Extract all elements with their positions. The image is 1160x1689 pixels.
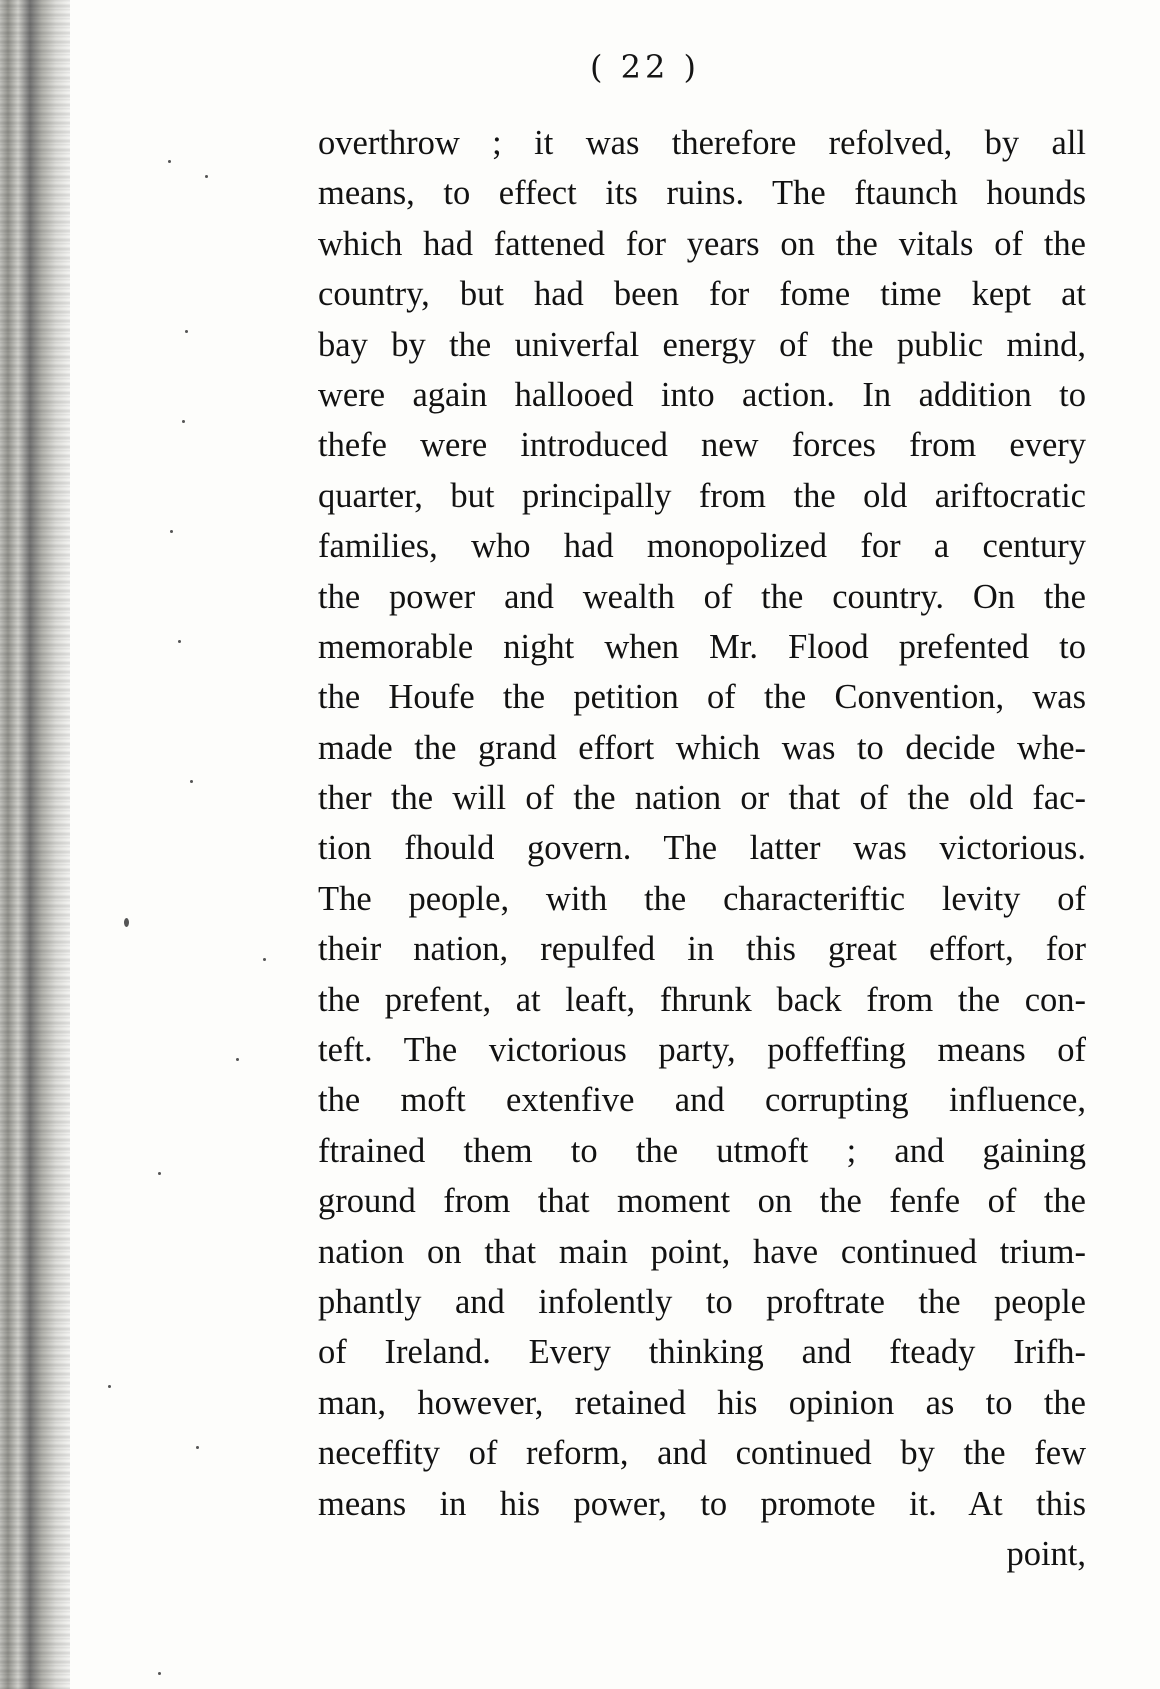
scan-speck: [158, 1672, 161, 1675]
text-line: ftrained them to the utmoft ; and gaining: [318, 1131, 1086, 1170]
text-line: means, to effect its ruins. The ftaunch hounds: [318, 174, 1086, 213]
text-line: The people, with the characteriftic levity of: [318, 879, 1086, 918]
scan-speck: [182, 420, 185, 423]
text-line: teft. The victorious party, poffeffing means of: [318, 1031, 1086, 1070]
binding-gutter-shadow: [0, 0, 70, 1689]
text-line: made the grand effort which was to decide whe-: [318, 728, 1086, 767]
text-line: families, who had monopolized for a century: [318, 527, 1086, 566]
text-line: overthrow ; it was therefore refolved, by all: [318, 124, 1086, 162]
scan-speck: [108, 1385, 111, 1388]
text-line: tion fhould govern. The latter was victorious.: [318, 829, 1086, 868]
text-line: phantly and infolently to proftrate the people: [318, 1282, 1086, 1321]
text-line: neceffity of reform, and continued by the few: [318, 1434, 1086, 1473]
scan-speck: [190, 780, 193, 783]
text-line: their nation, repulfed in this great effort, for: [318, 930, 1086, 969]
text-line: ther the will of the nation or that of the old fac-: [318, 779, 1086, 818]
text-line: of Ireland. Every thinking and fteady Irifh-: [318, 1333, 1086, 1372]
catchword: point,: [1006, 1534, 1086, 1573]
scan-speck: [196, 1446, 199, 1449]
text-line: were again hallooed into action. In addition to: [318, 375, 1086, 414]
scan-speck: [178, 640, 181, 643]
text-line: memorable night when Mr. Flood prefented to: [318, 627, 1086, 666]
text-line: nation on that main point, have continued trium-: [318, 1232, 1086, 1271]
scan-speck: [168, 160, 171, 163]
body-text: [318, 118, 1086, 1579]
text-line: means in his power, to promote it. At this: [318, 1484, 1086, 1523]
scan-speck: [205, 175, 208, 178]
scan-speck: [236, 1058, 239, 1061]
text-line: the moft extenfive and corrupting influence,: [318, 1081, 1086, 1120]
scan-speck: [263, 958, 266, 961]
text-line: which had fattened for years on the vitals of the: [318, 224, 1086, 263]
text-line: the prefent, at leaft, fhrunk back from the con-: [318, 980, 1086, 1019]
text-line: thefe were introduced new forces from every: [318, 426, 1086, 465]
text-line: the power and wealth of the country. On the: [318, 577, 1086, 616]
scan-speck: [158, 1172, 161, 1175]
text-line: quarter, but principally from the old ariftocratic: [318, 476, 1086, 515]
text-line: bay by the univerfal energy of the public mind,: [318, 325, 1086, 364]
scan-speck: [170, 530, 173, 533]
scan-speck: [185, 330, 188, 333]
scan-speck: [124, 918, 129, 927]
text-line: country, but had been for fome time kept at: [318, 275, 1086, 314]
text-line: man, however, retained his opinion as to the: [318, 1383, 1086, 1422]
text-line: the Houfe the petition of the Convention, was: [318, 678, 1086, 717]
page-number: ( 22 ): [589, 48, 701, 86]
text-line: ground from that moment on the fenfe of the: [318, 1182, 1086, 1221]
